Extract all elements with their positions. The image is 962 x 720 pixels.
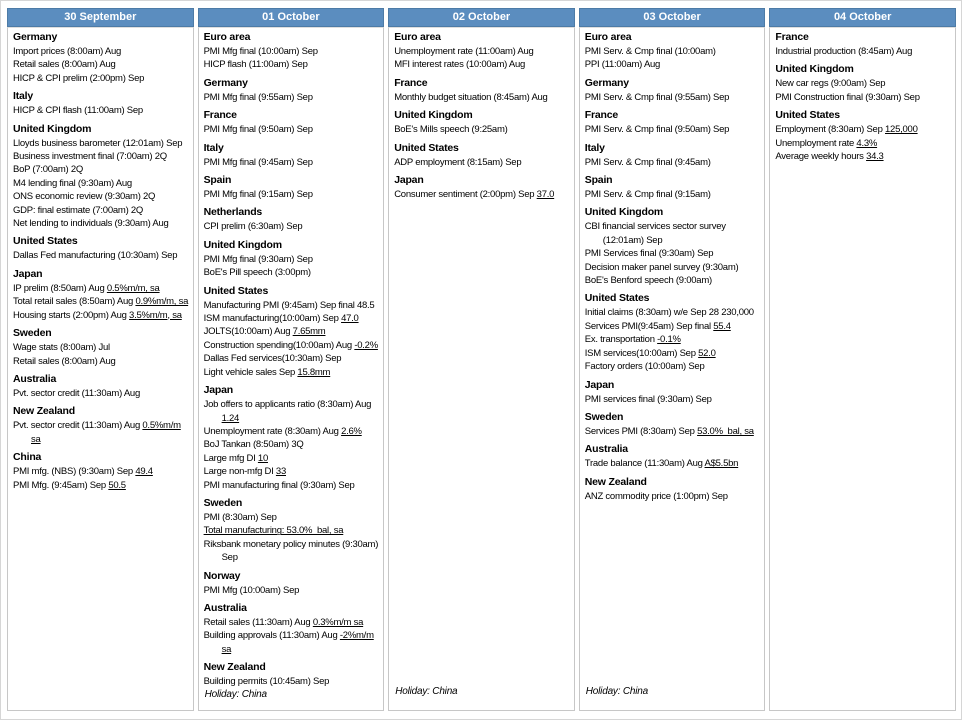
column-date-header: 03 October xyxy=(579,8,766,27)
event-underlined-value: 4.3% xyxy=(856,137,878,149)
holiday-note: Holiday: China xyxy=(204,688,267,700)
country-heading: Sweden xyxy=(13,327,52,340)
event-item: PMI Construction final (9:30am) Sep xyxy=(775,91,920,103)
event-item: Services PMI(9:45am) Sep final 55.4 xyxy=(584,320,731,332)
event-item: Consumer sentiment (2:00pm) Sep 37.0 xyxy=(394,189,555,201)
event-item: Unemployment rate (8:30am) Aug 2.6% xyxy=(203,425,362,437)
country-heading: Germany xyxy=(584,76,629,89)
country-heading: Euro area xyxy=(394,31,441,43)
country-section xyxy=(394,137,570,169)
country-heading: United States xyxy=(775,109,840,122)
event-item: PMI services final (9:30am) Sep xyxy=(584,393,712,405)
country-heading: New Zealand xyxy=(13,405,75,418)
country-heading: Germany xyxy=(203,76,248,89)
event-item: PMI Serv. & Cmp final (9:55am) Sep xyxy=(584,91,730,103)
event-item: Decision maker panel survey (9:30am) xyxy=(584,261,739,273)
country-section xyxy=(775,104,951,163)
country-section xyxy=(585,471,761,503)
event-item: PMI Serv. & Cmp final (9:45am) xyxy=(584,156,711,168)
event-item: Lloyds business barometer (12:01am) Sep xyxy=(13,137,183,149)
event-item: PMI (8:30am) Sep xyxy=(203,511,277,523)
event-underlined-value: 0.5%m/m sa xyxy=(31,420,181,445)
event-item: HICP flash (11:00am) Sep xyxy=(203,59,308,71)
event-item: Unemployment rate (11:00am) Aug xyxy=(394,46,534,57)
country-heading: Japan xyxy=(203,384,233,397)
event-item: Retail sales (8:00am) Aug xyxy=(13,59,116,71)
country-section xyxy=(13,230,189,262)
country-heading: Japan xyxy=(394,174,424,187)
country-heading: Australia xyxy=(584,443,628,456)
event-item: PMI Mfg (10:00am) Sep xyxy=(203,584,300,596)
calendar-column xyxy=(198,8,385,711)
country-section xyxy=(13,263,189,322)
event-underlined-value: 1.24 xyxy=(221,412,240,424)
event-underlined-value: A$5.5bn xyxy=(704,458,739,470)
event-item: Dallas Fed manufacturing (10:30am) Sep xyxy=(13,250,178,262)
event-item: PMI Serv. & Cmp final (9:50am) Sep xyxy=(584,124,730,136)
event-item: Large mfg DI 10 xyxy=(203,452,268,464)
event-underlined-value: 49.4 xyxy=(135,466,153,478)
country-section xyxy=(204,280,380,379)
event-item: BoJ Tankan (8:50am) 3Q xyxy=(203,439,304,451)
event-item: ISM services(10:00am) Sep 52.0 xyxy=(584,347,716,359)
event-item: BoE's Benford speech (9:00am) xyxy=(584,275,712,287)
event-item: PMI Mfg final (9:50am) Sep xyxy=(203,124,313,136)
column-date-header: 04 October xyxy=(769,8,956,27)
column-spacer xyxy=(394,201,570,686)
country-section xyxy=(204,565,380,597)
column-body xyxy=(7,27,194,711)
event-item: PMI mfg. (NBS) (9:30am) Sep 49.4 xyxy=(13,466,153,478)
event-underlined-value: -2%m/m sa xyxy=(221,630,374,655)
country-section xyxy=(13,368,189,400)
event-underlined-value: 52.0 xyxy=(698,347,716,359)
country-section xyxy=(13,322,189,368)
event-underlined-value: 10 xyxy=(257,452,268,464)
holiday-note: Holiday: China xyxy=(585,686,649,697)
event-item: Job offers to applicants ratio (8:30am) Aug 1.24 xyxy=(203,399,372,424)
country-section xyxy=(585,287,761,373)
country-section xyxy=(585,374,761,406)
event-item: ONS economic review (9:30am) 2Q xyxy=(13,191,156,203)
country-heading: Australia xyxy=(13,372,57,385)
event-item: PMI Mfg. (9:45am) Sep 50.5 xyxy=(13,479,126,491)
country-section xyxy=(394,72,570,104)
column-date-header: 01 October xyxy=(198,8,385,27)
event-item: Large non-mfg DI 33 xyxy=(203,466,286,478)
event-item: Retail sales (8:00am) Aug xyxy=(13,355,116,367)
event-item: Manufacturing PMI (9:45am) Sep final 48.5 xyxy=(203,299,375,311)
column-spacer xyxy=(775,163,951,704)
country-section xyxy=(204,72,380,104)
country-section xyxy=(204,31,380,72)
event-item: M4 lending final (9:30am) Aug xyxy=(13,177,132,189)
country-heading: Italy xyxy=(203,141,224,154)
event-item: Building approvals (11:30am) Aug -2%m/m sa xyxy=(203,630,374,655)
event-underlined-value: 125,000 xyxy=(885,124,918,136)
event-item: Pvt. sector credit (11:30am) Aug 0.5%m/m sa xyxy=(13,420,181,445)
column-body xyxy=(198,27,385,711)
country-heading: United Kingdom xyxy=(394,109,473,122)
event-item: Initial claims (8:30am) w/e Sep 28 230,000 xyxy=(584,307,754,319)
country-heading: Germany xyxy=(13,31,58,43)
country-section xyxy=(585,104,761,136)
country-section xyxy=(394,31,570,72)
country-heading: New Zealand xyxy=(584,475,647,488)
event-underlined-value: 33 xyxy=(275,466,286,478)
country-heading: Japan xyxy=(584,378,615,391)
event-item: Retail sales (11:30am) Aug 0.3%m/m sa xyxy=(203,616,364,628)
country-section xyxy=(204,597,380,656)
event-item: BoE's Mills speech (9:25am) xyxy=(394,124,508,136)
event-item: Light vehicle sales Sep 15.8mm xyxy=(203,366,331,378)
event-underlined-value: Total manufacturing: 53.0% bal, sa xyxy=(203,525,344,537)
column-body xyxy=(579,27,766,711)
country-section xyxy=(13,31,189,85)
event-underlined-value: 37.0 xyxy=(536,189,555,201)
country-heading: Sweden xyxy=(584,410,624,423)
calendar-column xyxy=(388,8,575,711)
calendar-column xyxy=(579,8,766,711)
country-section xyxy=(204,104,380,136)
event-item: PMI Mfg final (9:15am) Sep xyxy=(203,189,313,201)
column-spacer xyxy=(585,503,761,686)
country-heading: United Kingdom xyxy=(584,206,664,219)
event-item: PMI Mfg final (9:55am) Sep xyxy=(203,91,313,103)
event-underlined-value: 15.8mm xyxy=(297,366,331,378)
event-item: IP prelim (8:50am) Aug 0.5%m/m, sa xyxy=(13,282,160,294)
country-heading: Sweden xyxy=(203,496,243,509)
calendar-column xyxy=(769,8,956,711)
country-heading: Euro area xyxy=(584,31,632,43)
country-section xyxy=(585,201,761,287)
event-item: Ex. transportation -0.1% xyxy=(584,334,681,346)
event-underlined-value: -0.2% xyxy=(354,339,378,351)
country-heading: United Kingdom xyxy=(203,238,282,251)
country-heading: Italy xyxy=(13,90,34,103)
event-item: Total retail sales (8:50am) Aug 0.9%m/m, sa xyxy=(13,296,189,308)
event-item: Riksbank monetary policy minutes (9:30am) Sep xyxy=(203,538,379,564)
event-item: Import prices (8:00am) Aug xyxy=(13,46,122,57)
country-heading: United Kingdom xyxy=(13,122,92,135)
country-section xyxy=(585,438,761,470)
country-section xyxy=(13,400,189,446)
event-item: GDP: final estimate (7:00am) 2Q xyxy=(13,204,144,216)
holiday-note: Holiday: China xyxy=(395,686,458,697)
country-heading: United States xyxy=(584,292,650,305)
country-heading: Italy xyxy=(584,141,605,154)
event-item: PMI Serv. & Cmp final (10:00am) xyxy=(584,46,716,57)
event-underlined-value: 55.4 xyxy=(713,320,731,332)
event-underlined-value: 0.3%m/m sa xyxy=(312,616,364,628)
event-item: BoP (7:00am) 2Q xyxy=(13,164,84,176)
country-heading: Netherlands xyxy=(203,206,263,219)
event-item: ISM manufacturing(10:00am) Sep 47.0 xyxy=(203,313,359,325)
country-heading: Euro area xyxy=(203,31,251,43)
country-heading: France xyxy=(775,31,809,43)
country-section xyxy=(775,58,951,104)
country-section xyxy=(585,169,761,201)
calendar-column xyxy=(7,8,194,711)
event-item: New car regs (9:00am) Sep xyxy=(775,78,886,90)
country-section xyxy=(204,137,380,169)
country-heading: Spain xyxy=(203,174,232,187)
column-date-header: 30 September xyxy=(7,8,194,27)
event-item: Industrial production (8:45am) Aug xyxy=(775,46,913,57)
event-item: PMI Services final (9:30am) Sep xyxy=(584,248,714,260)
event-item: PMI Serv. & Cmp final (9:15am) xyxy=(584,189,711,201)
event-item: MFI interest rates (10:00am) Aug xyxy=(394,59,526,71)
country-heading: United Kingdom xyxy=(775,63,854,76)
event-item: Services PMI (8:30am) Sep 53.0% bal, sa xyxy=(584,425,754,437)
country-heading: United States xyxy=(13,235,78,248)
event-underlined-value: 0.5%m/m, sa xyxy=(106,282,160,294)
country-heading: France xyxy=(584,109,619,122)
country-heading: Spain xyxy=(584,174,613,187)
event-underlined-value: 34.3 xyxy=(866,151,884,163)
country-heading: United States xyxy=(203,284,269,297)
country-section xyxy=(585,31,761,72)
event-item: Construction spending(10:00am) Aug -0.2% xyxy=(203,339,378,351)
country-section xyxy=(204,201,380,233)
country-section xyxy=(204,492,380,565)
country-section xyxy=(204,656,380,688)
column-spacer xyxy=(13,492,189,704)
event-item: PMI Mfg final (9:30am) Sep xyxy=(203,253,313,265)
event-underlined-value: 0.9%m/m, sa xyxy=(135,296,189,308)
event-underlined-value: 53.0% bal, sa xyxy=(697,425,754,437)
country-heading: New Zealand xyxy=(203,661,266,674)
event-underlined-value: 7.65mm xyxy=(292,326,326,338)
column-body xyxy=(388,27,575,711)
event-item: Dallas Fed services(10:30am) Sep xyxy=(203,353,342,365)
column-date-header: 02 October xyxy=(388,8,575,27)
country-section xyxy=(204,234,380,280)
country-section xyxy=(13,446,189,492)
event-item: HICP & CPI prelim (2:00pm) Sep xyxy=(13,72,145,84)
event-item: Employment (8:30am) Sep 125,000 xyxy=(775,124,918,136)
event-item: Factory orders (10:00am) Sep xyxy=(584,361,705,373)
event-item: PMI Mfg final (9:45am) Sep xyxy=(203,156,313,168)
event-item: PMI Mfg final (10:00am) Sep xyxy=(203,46,318,57)
event-underlined-value: 2.6% xyxy=(341,425,362,437)
event-item: Net lending to individuals (9:30am) Aug xyxy=(13,218,169,230)
event-item: PMI manufacturing final (9:30am) Sep xyxy=(203,479,355,491)
country-heading: France xyxy=(394,76,428,89)
event-item: Average weekly hours 34.3 xyxy=(775,151,884,163)
country-heading: Japan xyxy=(13,267,43,280)
event-item: HICP & CPI flash (11:00am) Sep xyxy=(13,105,143,117)
country-section xyxy=(204,379,380,492)
event-item: ADP employment (8:15am) Sep xyxy=(394,156,522,168)
event-item: Housing starts (2:00pm) Aug 3.5%m/m, sa xyxy=(13,309,182,321)
country-section xyxy=(585,406,761,438)
event-underlined-value: 47.0 xyxy=(341,313,359,325)
event-item: CBI financial services sector survey (12:01am) Sep xyxy=(584,221,726,246)
country-heading: France xyxy=(203,109,237,122)
country-section xyxy=(394,104,570,136)
event-underlined-value: 50.5 xyxy=(108,479,126,491)
event-item: Monthly budget situation (8:45am) Aug xyxy=(394,91,548,103)
event-item: Unemployment rate 4.3% xyxy=(775,137,878,149)
event-item: Business investment final (7:00am) 2Q xyxy=(13,151,167,163)
country-heading: Norway xyxy=(203,569,241,582)
country-heading: Australia xyxy=(203,601,247,614)
event-item: Wage stats (8:00am) Jul xyxy=(13,342,110,354)
event-item: PPI (11:00am) Aug xyxy=(584,59,661,71)
country-section xyxy=(585,137,761,169)
event-item xyxy=(204,524,380,537)
event-item: Pvt. sector credit (11:30am) Aug xyxy=(13,387,140,399)
country-heading: China xyxy=(13,451,42,464)
event-item: JOLTS(10:00am) Aug 7.65mm xyxy=(203,326,326,338)
event-item: Trade balance (11:30am) Aug A$5.5bn xyxy=(584,458,739,470)
event-underlined-value: 3.5%m/m, sa xyxy=(129,309,182,321)
event-item: BoE's Pill speech (3:00pm) xyxy=(203,267,311,279)
event-item: ANZ commodity price (1:00pm) Sep xyxy=(584,490,728,502)
event-underlined-value: -0.1% xyxy=(657,334,681,346)
country-section xyxy=(775,31,951,58)
country-heading: United States xyxy=(394,141,459,154)
event-item: Building permits (10:45am) Sep xyxy=(203,676,330,688)
country-section xyxy=(585,72,761,104)
country-section xyxy=(204,169,380,201)
event-item: CPI prelim (6:30am) Sep xyxy=(203,221,303,233)
column-body xyxy=(769,27,956,711)
country-section xyxy=(13,118,189,231)
country-section xyxy=(13,85,189,117)
country-section xyxy=(394,169,570,201)
